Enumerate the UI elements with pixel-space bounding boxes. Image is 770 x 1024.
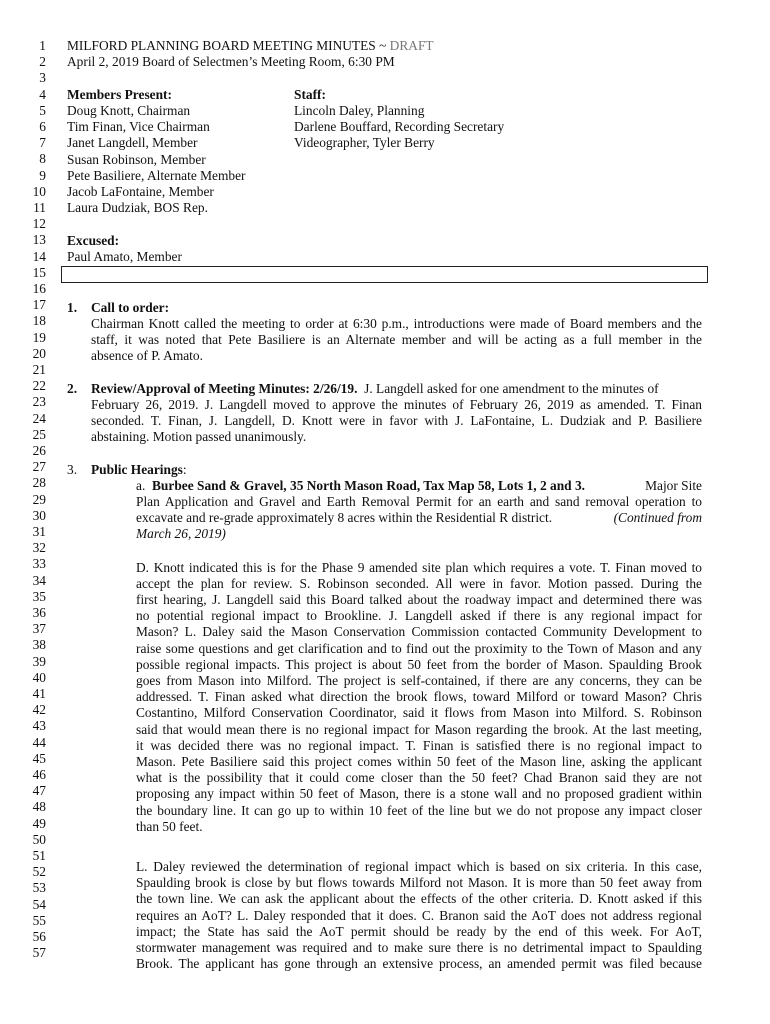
line-number: 38 bbox=[32, 637, 46, 653]
line-number: 22 bbox=[32, 378, 46, 394]
line-number: 12 bbox=[32, 216, 46, 232]
line-number: 20 bbox=[32, 345, 46, 361]
line-number: 53 bbox=[32, 880, 46, 896]
line-number: 48 bbox=[32, 799, 46, 815]
text-line: what is the possibility that it could come closer than the 50 feet? Chad Branon said they are not bbox=[136, 770, 702, 786]
line-number: 13 bbox=[32, 232, 46, 248]
line-number: 5 bbox=[39, 102, 46, 118]
line-number: 30 bbox=[32, 507, 46, 523]
line-number: 42 bbox=[32, 702, 46, 718]
line-number: 26 bbox=[32, 443, 46, 458]
text-line: Videographer, Tyler Berry bbox=[294, 135, 435, 151]
text-line: stormwater management was required and to make sure there is no detrimental impact to Spaulding bbox=[136, 940, 702, 955]
text-line: possible regional impacts. This project is about 50 feet from the border of Mason. Spaulding Brook bbox=[136, 656, 702, 672]
line-number: 2 bbox=[39, 54, 46, 70]
line-number: 23 bbox=[32, 394, 46, 410]
line-number: 27 bbox=[32, 459, 46, 475]
item1-line: Chairman Knott called the meeting to order at 6:30 p.m., introductions were made of Board members and the bbox=[91, 316, 702, 331]
line-number: 44 bbox=[32, 734, 46, 750]
text-line: L. Daley reviewed the determination of regional impact which is based on six criteria. In this case, bbox=[136, 859, 702, 874]
line-number: 11 bbox=[33, 200, 46, 215]
line-number: 24 bbox=[32, 410, 46, 426]
empty-text-box bbox=[61, 266, 708, 283]
line-number: 45 bbox=[32, 750, 46, 766]
line-number: 57 bbox=[32, 945, 46, 961]
text-line: Susan Robinson, Member bbox=[67, 151, 206, 167]
text-line: proposing any impact within 50 feet of Mason, there is a stone wall and no proposed gradient within bbox=[136, 786, 702, 802]
line-number: 39 bbox=[32, 653, 46, 669]
line-number: 40 bbox=[32, 669, 46, 685]
line-number: 41 bbox=[32, 686, 46, 701]
draft-label: DRAFT bbox=[389, 38, 434, 53]
line-number: 1 bbox=[39, 38, 46, 53]
text-line: accept the plan for review. S. Robinson seconded. All were in favor. Motion passed. During the bbox=[136, 575, 702, 591]
line-number: 32 bbox=[32, 540, 46, 556]
item3a-tail: Major Site bbox=[645, 478, 702, 493]
item2-number: 2. bbox=[67, 381, 78, 396]
line-number: 37 bbox=[32, 621, 46, 637]
text-line: Jacob LaFontaine, Member bbox=[67, 184, 214, 199]
item3a-line: Plan Application and Gravel and Earth Removal Permit for an earth and sand removal operation to bbox=[136, 494, 702, 509]
text-line: said that would mean there is no regional impact for Mason regarding the brook. At the last meeting, bbox=[136, 721, 702, 737]
line-number: 33 bbox=[32, 556, 46, 572]
line-number: 28 bbox=[32, 475, 46, 491]
text-line: Lincoln Daley, Planning bbox=[294, 103, 425, 118]
meeting-date-line: April 2, 2019 Board of Selectmen’s Meeting Room, 6:30 PM bbox=[67, 54, 395, 69]
staff-heading: Staff: bbox=[294, 87, 326, 102]
line-number: 43 bbox=[32, 718, 46, 734]
text-line: Spaulding brook is close by but flows towards Milford not Mason. It is more than 50 feet away from bbox=[136, 875, 702, 891]
line-number: 35 bbox=[32, 588, 46, 604]
item2-line: seconded. T. Finan, J. Langdell, D. Knott were in favor with J. LaFontaine, L. Dudziak and P. Basiliere bbox=[91, 413, 702, 428]
item3a-letter: a. bbox=[136, 478, 146, 493]
text-line: first hearing, J. Langdell said this Board talked about the roadway impact and determined there was bbox=[136, 591, 702, 607]
line-number: 51 bbox=[32, 848, 46, 863]
text-line: Mason. Pete Basiliere said this project comes within 50 feet of the Mason line, asking the applicant bbox=[136, 753, 702, 769]
item2-line: J. Langdell asked for one amendment to the minutes of bbox=[364, 381, 659, 396]
continued-note-date: March 26, 2019) bbox=[136, 526, 226, 541]
text-line: Darlene Bouffard, Recording Secretary bbox=[294, 119, 505, 135]
members-heading: Members Present: bbox=[67, 87, 172, 102]
text-line: Tim Finan, Vice Chairman bbox=[67, 119, 210, 135]
line-number: 9 bbox=[39, 167, 46, 183]
line-number: 47 bbox=[32, 783, 46, 799]
item2-heading: Review/Approval of Meeting Minutes: 2/26/19. bbox=[91, 381, 358, 396]
line-number: 54 bbox=[32, 896, 46, 912]
text-line: addressed. T. Finan asked what direction the brook flows, toward Milford or toward Mason? Chris bbox=[136, 689, 702, 705]
item1-line: staff, it was noted that Pete Basiliere is an Alternate member and will be acting as a full member in the bbox=[91, 332, 702, 347]
text-line: Costantino, Milford Conservation Coordinator, said it flows from Mason into Milford. S. Robinson bbox=[136, 705, 702, 721]
text-line: Pete Basiliere, Alternate Member bbox=[67, 167, 246, 183]
text-line: goes from Mason into Milford. The project is self-contained, if there are any concerns, they can be bbox=[136, 672, 702, 688]
line-number: 21 bbox=[32, 362, 46, 377]
text-line: impact; the State has said the AoT permit should be ready by the end of this week. For AoT, bbox=[136, 923, 702, 939]
item3a-heading: Burbee Sand & Gravel, 35 North Mason Road, Tax Map 58, Lots 1, 2 and 3. bbox=[152, 478, 586, 493]
line-number: 55 bbox=[32, 912, 46, 928]
line-number: 36 bbox=[32, 605, 46, 620]
line-number: 10 bbox=[32, 183, 46, 199]
item3-number: 3. bbox=[67, 462, 78, 477]
text-line: raise some questions and get clarification and to find out the proximity to the Town of Mason and any bbox=[136, 640, 702, 656]
text-line: it was decided there was no regional impact. T. Finan is satisfied there is no regional impact to bbox=[136, 737, 702, 753]
line-number: 50 bbox=[32, 831, 46, 847]
continued-note: (Continued from bbox=[613, 510, 702, 525]
text-line: the town line. We can ask the applicant about the effects of the other criteria. D. Knott asked if this bbox=[136, 891, 702, 907]
line-number: 31 bbox=[32, 524, 46, 539]
excused-member: Paul Amato, Member bbox=[67, 249, 182, 264]
line-number: 17 bbox=[32, 297, 46, 313]
item3-heading: Public Hearings: bbox=[91, 462, 187, 477]
line-number: 7 bbox=[39, 135, 46, 151]
text-line: than 50 feet. bbox=[136, 818, 203, 834]
line-number: 3 bbox=[39, 70, 46, 86]
document-title bbox=[67, 38, 434, 54]
line-number: 14 bbox=[32, 248, 46, 264]
item3a-line: excavate and re-grade approximately 8 acres within the Residential R district. (Continued from bbox=[136, 510, 702, 525]
line-number: 52 bbox=[32, 864, 46, 880]
text-line: Mason? L. Daley said the Mason Conservation Commission contacted Community Development to bbox=[136, 624, 702, 640]
text-line: D. Knott indicated this is for the Phase 9 amended site plan which requires a vote. T. Finan moved to bbox=[136, 559, 702, 575]
text-line: no potential regional impact to Brookline. J. Langdell asked if there is any regional impact for bbox=[136, 608, 702, 624]
text-line: the boundary line. It can go up to within 10 feet of the line but we do not propose any impact closer bbox=[136, 802, 702, 818]
excused-heading: Excused: bbox=[67, 233, 120, 248]
line-number: 34 bbox=[32, 572, 46, 588]
line-number: 18 bbox=[32, 313, 46, 329]
line-number: 4 bbox=[39, 86, 46, 102]
text-line: Janet Langdell, Member bbox=[67, 135, 198, 151]
item2-first-line bbox=[91, 381, 659, 397]
item3a-first-line bbox=[136, 478, 702, 494]
line-number: 29 bbox=[32, 491, 46, 507]
item2-line: February 26, 2019. J. Langdell moved to approve the minutes of February 26, 2019 as amended. T. Finan bbox=[91, 397, 702, 412]
line-number: 16 bbox=[32, 281, 46, 296]
line-number: 19 bbox=[32, 329, 46, 345]
text-line: Brook. The applicant has gone through an extensive process, an amended permit was filed because bbox=[136, 956, 702, 972]
line-number: 8 bbox=[39, 151, 46, 167]
item1-heading: Call to order: bbox=[91, 300, 170, 315]
title-main: MILFORD PLANNING BOARD MEETING MINUTES ~ bbox=[67, 38, 390, 53]
item1-number: 1. bbox=[67, 300, 78, 315]
item2-line: abstaining. Motion passed unanimously. bbox=[91, 429, 307, 444]
item1-line: absence of P. Amato. bbox=[91, 348, 203, 363]
line-number: 15 bbox=[32, 264, 46, 280]
line-number: 25 bbox=[32, 426, 46, 442]
line-number: 56 bbox=[32, 929, 46, 944]
text-line: Doug Knott, Chairman bbox=[67, 103, 191, 118]
line-number: 46 bbox=[32, 767, 46, 782]
text-line: requires an AoT? L. Daley responded that it does. C. Branon said the AoT does not address regional bbox=[136, 907, 702, 923]
line-number: 49 bbox=[32, 815, 46, 831]
text-line: Laura Dudziak, BOS Rep. bbox=[67, 200, 208, 216]
line-number: 6 bbox=[39, 119, 46, 134]
